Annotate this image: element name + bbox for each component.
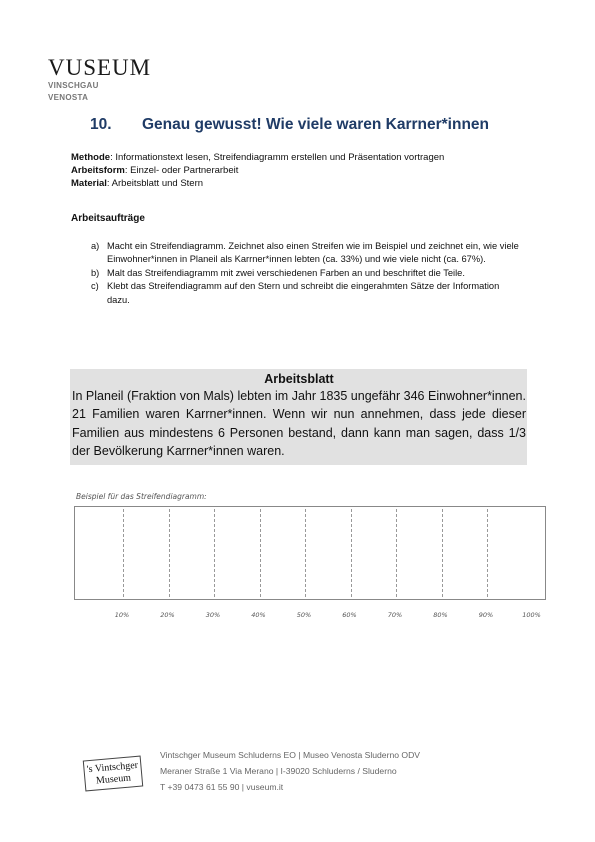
section-title: Genau gewusst! Wie viele waren Karrner*innen	[142, 116, 489, 133]
strip-tick-label: 70%	[387, 611, 403, 619]
strip-tick-label: 40%	[251, 611, 266, 619]
task-item-c	[91, 280, 521, 307]
logo-sub-text-1: VINSCHGAU	[48, 81, 99, 90]
footer-line-1: Vintschger Museum Schluderns EO | Museo Venosta Sluderno ODV	[160, 750, 421, 760]
footer-logo-line2: Museum	[95, 772, 132, 787]
task-text: Malt das Streifendiagramm mit zwei verschiedenen Farben an und beschriftet die Teile.	[107, 267, 465, 278]
logo-sub-text-2: VENOSTA	[48, 92, 89, 102]
task-marker: c)	[91, 281, 99, 292]
meta-arbeitsform-value: : Einzel- oder Partnerarbeit	[124, 165, 239, 177]
meta-material-label: Material	[71, 178, 107, 190]
meta-methode-label: Methode	[71, 152, 111, 163]
footer-line-3: T +39 0473 61 55 90 | vuseum.it	[160, 782, 284, 793]
meta-material	[71, 177, 444, 190]
strip-tick-label: 10%	[114, 611, 130, 619]
meta-material-value: : Arbeitsblatt und Stern	[106, 178, 204, 190]
worksheet-box	[70, 369, 527, 465]
strip-guide-line	[396, 509, 397, 597]
museum-logo	[48, 56, 151, 102]
task-marker: b)	[91, 267, 100, 278]
task-item-b	[91, 267, 521, 280]
sample-title: Beispiel für das Streifendiagramm:	[76, 492, 207, 501]
strip-guide-line	[442, 509, 443, 597]
page-title	[90, 116, 489, 134]
worksheet-title: Arbeitsblatt	[264, 372, 334, 386]
tasks-heading: Arbeitsaufträge	[71, 213, 145, 224]
worksheet-text: In Planeil (Fraktion von Mals) lebten im Jahr 1835 ungefähr 346 Einwohner*innen. 21 Familien waren Karrner*innen. Wenn wir nun annehmen, dass jede dieser Familien aus mindestens 6 Personen bestand, dann kann man sagen, dass 1/3 der Bevölkerung Karrner*innen waren.	[72, 389, 526, 459]
section-number: 10.	[90, 116, 112, 133]
strip-guide-line	[169, 509, 170, 597]
meta-arbeitsform-label: Arbeitsform	[71, 165, 125, 177]
task-text: Klebt das Streifendiagramm auf den Stern und schreibt die eingerahmten Sätze der Information dazu.	[107, 281, 500, 305]
meta-info	[71, 151, 444, 191]
task-list	[91, 240, 521, 307]
strip-tick-label: 20%	[160, 611, 175, 619]
strip-guide-line	[260, 509, 261, 597]
footer-logo-line1: 's Vintschger	[86, 759, 139, 776]
task-item-a	[91, 240, 521, 267]
meta-methode	[71, 151, 444, 164]
strip-guide-line	[305, 509, 306, 597]
strip-guide-line	[214, 509, 215, 597]
strip-guide-line	[351, 509, 352, 597]
footer-address	[160, 747, 420, 796]
meta-methode-value: : Informationstext lesen, Streifendiagramm erstellen und Präsentation vortragen	[110, 152, 445, 163]
strip-tick-label: 30%	[205, 611, 221, 619]
strip-tick-label: 100%	[522, 611, 541, 619]
task-text: Macht ein Streifendiagramm. Zeichnet also einen Streifen wie im Beispiel und zeichnet ein, wie viele Einwohner*innen in Planeil als Karrner*innen lebten (ca. 33%) und wie viele nicht (ca. 67%).	[107, 241, 519, 265]
strip-tick-label: 80%	[433, 611, 448, 619]
strip-tick-label: 50%	[296, 611, 312, 619]
strip-guide-line	[123, 509, 124, 597]
meta-arbeitsform	[71, 164, 444, 177]
strip-tick-label: 90%	[478, 611, 494, 619]
logo-main-text: VUSEUM	[48, 55, 152, 80]
strip-tick-label: 60%	[342, 611, 357, 619]
strip-frame	[74, 506, 546, 600]
task-marker: a)	[91, 241, 100, 251]
footer-line-2: Meraner Straße 1 Via Merano | I-39020 Schluderns / Sluderno	[160, 766, 397, 777]
strip-guide-line	[487, 509, 488, 597]
footer-museum-logo	[83, 756, 143, 792]
